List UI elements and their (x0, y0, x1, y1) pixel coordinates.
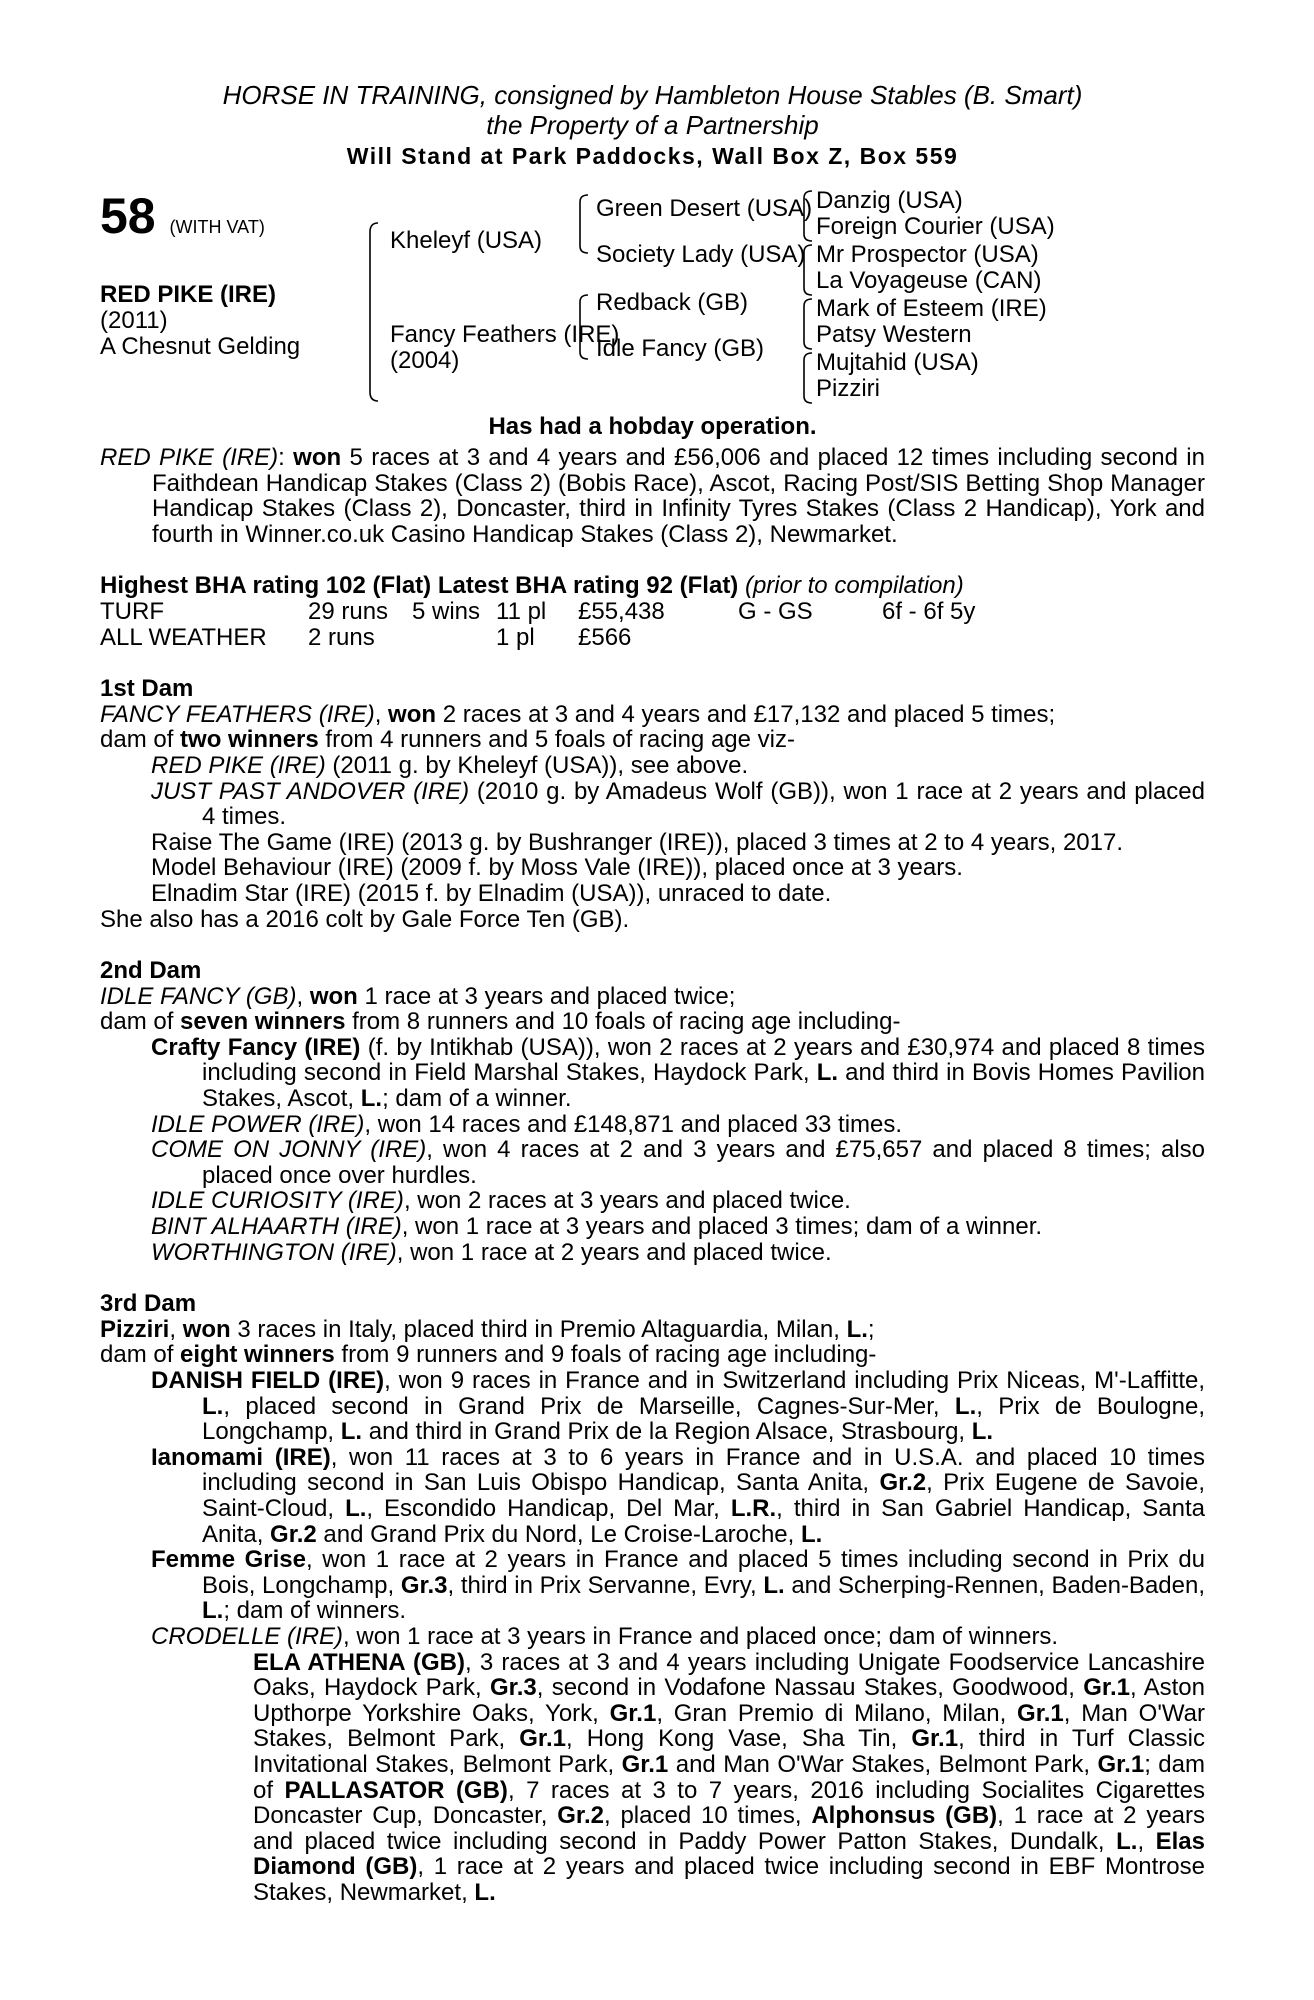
produce-item: JUST PAST ANDOVER (IRE) (2010 g. by Amadeus Wolf (GB)), won 1 race at 2 years and placed 4 times. (151, 777, 1205, 831)
vat-note: (WITH VAT) (169, 217, 265, 237)
produce-item: BINT ALHAARTH (IRE), won 1 race at 3 years and placed 3 times; dam of a winner. (151, 1213, 1043, 1241)
dam-dam-sire: Mujtahid (USA) (816, 349, 979, 376)
dam-dam: Idle Fancy (GB) (596, 335, 765, 362)
property-line: the Property of a Partnership (486, 110, 819, 140)
first-dam-note: She also has a 2016 colt by Gale Force Ten (GB). (100, 905, 630, 933)
third-dam-heading: 3rd Dam (100, 1290, 197, 1318)
sire-dam: Society Lady (USA) (596, 241, 806, 268)
produce-item: IDLE CURIOSITY (IRE), won 2 races at 3 years and placed twice. (151, 1187, 851, 1215)
second-dam-heading: 2nd Dam (100, 957, 202, 985)
produce-item: Crafty Fancy (IRE) (f. by Intikhab (USA)), won 2 races at 2 years and £30,974 and placed 8 times including second in Field Marshal Stakes, Haydock Park, L. and third in Bovis Homes Pavilion Stakes, Ascot, L.; dam of a winner. (151, 1033, 1206, 1113)
bracket-ss (800, 190, 814, 242)
turf-record: TURF 29 runs 5 wins 11 pl £55,438 G - GS 6f - 6f 5y (100, 597, 976, 625)
horse-description: A Chesnut Gelding (100, 333, 301, 360)
second-dam-produce-summary: dam of seven winners from 8 runners and 10 foals of racing age including- (100, 1008, 901, 1036)
grand-produce-item: ELA ATHENA (GB), 3 races at 3 and 4 years including Unigate Foodservice Lancashire Oaks, Haydock Park, Gr.3, second in Vodafone Nassau Stakes, Goodwood, Gr.1, Aston Upthorpe Yorkshire Oaks, York, Gr.1, Gran Premio di Milano, Milan, Gr.1, Man O'War Stakes, Belmont Park, Gr.1, Hong Kong Vase, Sha Tin, Gr.1, third in Turf Classic Invitational Stakes, Belmont Park, Gr.1 and Man O'War Stakes, Belmont Park, Gr.1; dam of PALLASATOR (GB), 7 races at 3 to 7 years, 2016 including Socialites Cigarettes Doncaster Cup, Doncaster, Gr.2, placed 10 times, Alphonsus (GB), 1 race at 2 years and placed twice including second in Paddy Power Patton Stakes, Dundalk, L., Elas Diamond (GB), 1 race at 2 years and placed twice including second in EBF Montrose Stakes, Newmarket, L. (253, 1648, 1206, 1906)
first-dam-heading: 1st Dam (100, 675, 194, 703)
bracket-ds (800, 298, 814, 350)
consignor-line: HORSE IN TRAINING, consigned by Hambleton House Stables (B. Smart) (222, 80, 1083, 110)
second-dam-record: IDLE FANCY (GB), won 1 race at 3 years and placed twice; (100, 982, 736, 1010)
produce-item: Ianomami (IRE), won 11 races at 3 to 6 years in France and in U.S.A. and placed 10 times including second in San Luis Obispo Handicap, Santa Anita, Gr.2, Prix Eugene de Savoie, Saint-Cloud, L., Escondido Handicap, Del Mar, L.R., third in San Gabriel Handicap, Santa Anita, Gr.2 and Grand Prix du Nord, Le Croise-Laroche, L. (151, 1443, 1205, 1548)
catalogue-page (100, 80, 1205, 1905)
dam-sire-sire: Mark of Esteem (IRE) (816, 295, 1047, 322)
produce-item: DANISH FIELD (IRE), won 9 races in France and in Switzerland including Prix Niceas, M'-Laffitte, L., placed second in Grand Prix de Marseille, Cagnes-Sur-Mer, L., Prix de Boulogne, Longchamp, L. and third in Grand Prix de la Region Alsace, Strasbourg, L. (151, 1367, 1206, 1446)
stand-line: Will Stand at Park Paddocks, Wall Box Z, Box 559 (346, 143, 959, 169)
bracket-sd (800, 244, 814, 296)
hobday-note: Has had a hobday operation. (488, 413, 817, 440)
all-weather-record: ALL WEATHER 2 runs 1 pl £566 (100, 623, 632, 651)
sire-parents-bracket (576, 194, 590, 254)
pedigree-block (100, 187, 1205, 469)
produce-item: IDLE POWER (IRE), won 14 races and £148,871 and placed 33 times. (151, 1110, 903, 1138)
produce-item: COME ON JONNY (IRE), won 4 races at 2 and 3 years and £75,657 and placed 8 times; also placed once over hurdles. (151, 1136, 1205, 1189)
foaling-year: (2011) (100, 307, 168, 334)
first-dam-record: FANCY FEATHERS (IRE), won 2 races at 3 and 4 years and £17,132 and placed 5 times; (100, 700, 1056, 728)
first-dam-produce-summary: dam of two winners from 4 runners and 5 foals of racing age viz- (100, 726, 795, 754)
sire-sire: Green Desert (USA) (596, 195, 813, 222)
produce-item: Elnadim Star (IRE) (2015 f. by Elnadim (USA)), unraced to date. (151, 879, 832, 907)
bracket-dd (800, 352, 814, 404)
dam-year: (2004) (390, 347, 460, 374)
dam-dam-dam: Pizziri (816, 375, 880, 402)
sire-dam-bracket (366, 222, 380, 402)
bha-rating: Highest BHA rating 102 (Flat) Latest BHA rating 92 (Flat) (prior to compilation) (100, 572, 964, 600)
sire-dam-dam: La Voyageuse (CAN) (816, 267, 1042, 294)
produce-item: WORTHINGTON (IRE), won 1 race at 2 years and placed twice. (151, 1238, 832, 1266)
produce-item: CRODELLE (IRE), won 1 race at 3 years in France and placed once; dam of winners. (151, 1622, 1059, 1650)
dam: Fancy Feathers (IRE) (390, 321, 620, 348)
third-dam-record: Pizziri, won 3 races in Italy, placed third in Premio Altaguardia, Milan, L.; (100, 1315, 875, 1343)
produce-item: RED PIKE (IRE) (2011 g. by Kheleyf (USA)), see above. (151, 751, 749, 779)
horse-name: RED PIKE (IRE) (100, 281, 277, 308)
sire-sire-dam: Foreign Courier (USA) (816, 213, 1055, 240)
sire-dam-sire: Mr Prospector (USA) (816, 241, 1039, 268)
race-summary: RED PIKE (IRE): won 5 races at 3 and 4 years and £56,006 and placed 12 times including second in Faithdean Handicap Stakes (Class 2) (Bobis Race), Ascot, Racing Post/SIS Betting Shop Manager Handicap Stakes (Class 2), Doncaster, third in Infinity Tyres Stakes (Class 2 Handicap), York and fourth in Winner.co.uk Casino Handicap Stakes (Class 2), Newmarket. (100, 444, 1205, 548)
produce-item: Femme Grise, won 1 race at 2 years in France and placed 5 times including second in Prix du Bois, Longchamp, Gr.3, third in Prix Servanne, Evry, L. and Scherping-Rennen, Baden-Baden, L.; dam of winners. (151, 1546, 1206, 1625)
produce-item: Raise The Game (IRE) (2013 g. by Bushranger (IRE)), placed 3 times at 2 to 4 years, 2017. (151, 828, 1124, 856)
sire-sire-sire: Danzig (USA) (816, 187, 963, 214)
produce-item: Model Behaviour (IRE) (2009 f. by Moss Vale (IRE)), placed once at 3 years. (151, 854, 963, 882)
third-dam-produce-summary: dam of eight winners from 9 runners and 9 foals of racing age including- (100, 1341, 877, 1369)
dam-sire-dam: Patsy Western (816, 321, 972, 348)
dam-sire: Redback (GB) (596, 289, 749, 316)
lot-number: 58 (WITH VAT) (100, 188, 265, 244)
dam-parents-bracket (576, 294, 590, 360)
sire: Kheleyf (USA) (390, 227, 543, 254)
